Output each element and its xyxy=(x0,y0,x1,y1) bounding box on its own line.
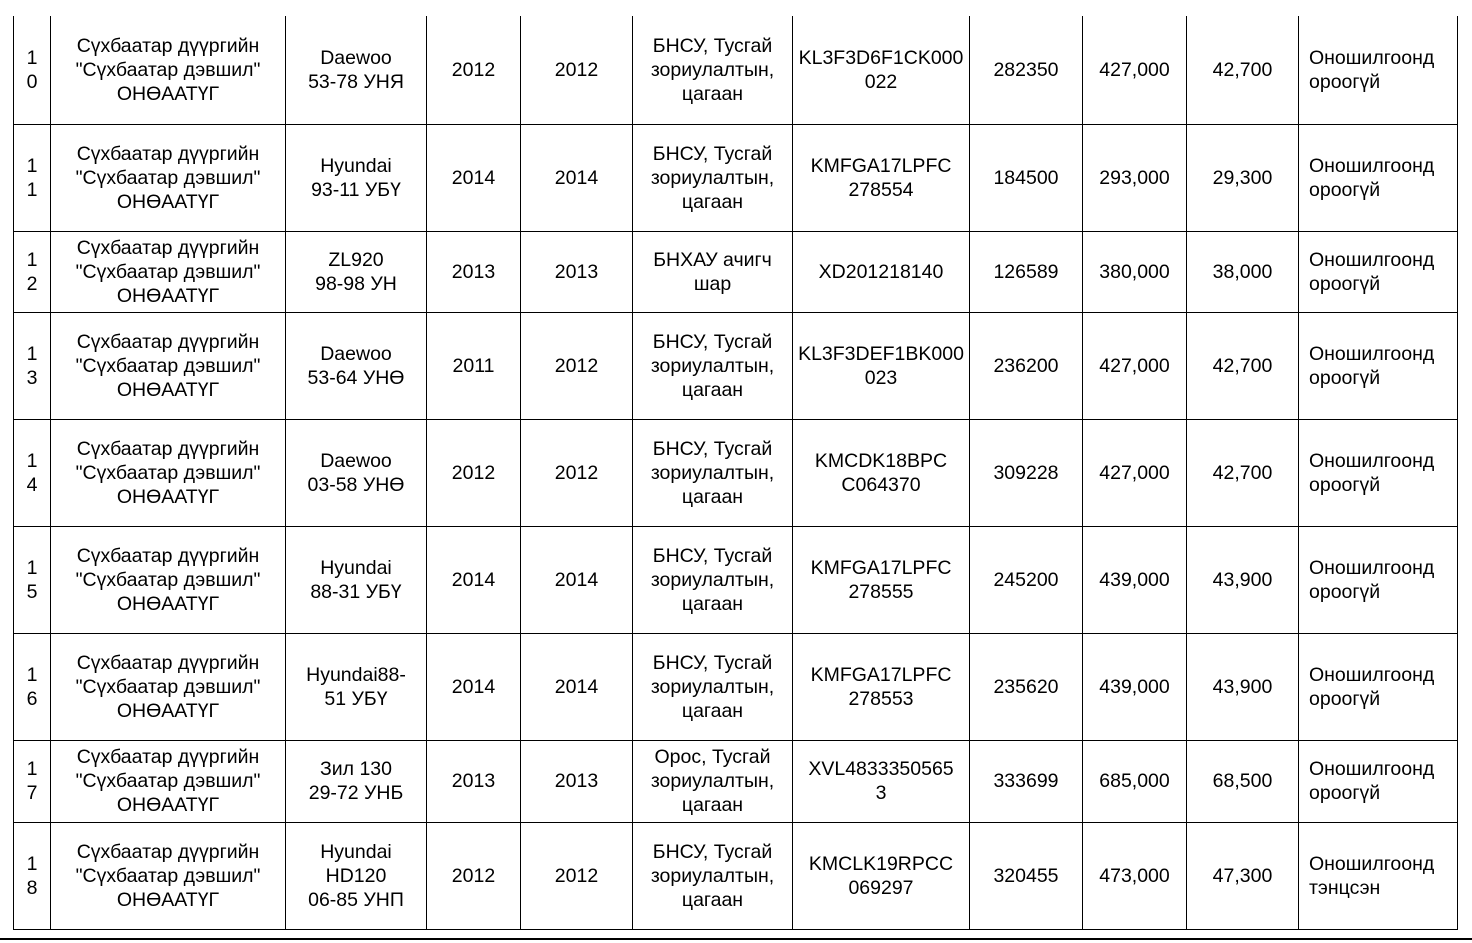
year-imported-cell: 2012 xyxy=(521,312,633,419)
amount-cell: 68,500 xyxy=(1187,740,1299,822)
table-row xyxy=(14,740,1458,822)
vin-cell: KL3F3D6F1CK000022 xyxy=(793,16,970,124)
status-cell: Оношилгоонд ороогүй xyxy=(1299,526,1458,633)
row-number: 12 xyxy=(26,248,38,295)
status-cell: Оношилгоонд ороогүй xyxy=(1299,740,1458,822)
owner-cell: Сүхбаатар дүүргийн "Сүхбаатар дэвшил" ОНӨААТҮГ xyxy=(51,312,286,419)
year-imported-cell: 2013 xyxy=(521,740,633,822)
row-number: 15 xyxy=(26,556,38,603)
year-imported-cell: 2012 xyxy=(521,419,633,526)
amount-cell: 43,900 xyxy=(1187,526,1299,633)
row-number: 10 xyxy=(26,46,38,93)
year-made-cell: 2014 xyxy=(427,633,521,740)
status-cell: Оношилгоонд ороогүй xyxy=(1299,312,1458,419)
mileage-cell: 333699 xyxy=(970,740,1083,822)
origin-description-cell: БНХАУ ачигч шар xyxy=(633,231,793,312)
row-number: 17 xyxy=(26,758,38,804)
origin-description-cell: БНСУ, Тусгай зориулалтын, цагаан xyxy=(633,526,793,633)
origin-description-cell: БНСУ, Тусгай зориулалтын, цагаан xyxy=(633,633,793,740)
table-row xyxy=(14,822,1458,929)
year-made-cell: 2012 xyxy=(427,419,521,526)
origin-description-cell: Орос, Тусгай зориулалтын, цагаан xyxy=(633,740,793,822)
row-number-cell xyxy=(14,633,51,740)
origin-description-cell: БНСУ, Тусгай зориулалтын, цагаан xyxy=(633,419,793,526)
status-cell: Оношилгоонд ороогүй xyxy=(1299,124,1458,231)
value-cell: 439,000 xyxy=(1083,633,1187,740)
mileage-cell: 309228 xyxy=(970,419,1083,526)
value-cell: 380,000 xyxy=(1083,231,1187,312)
owner-cell: Сүхбаатар дүүргийн "Сүхбаатар дэвшил" ОНӨААТҮГ xyxy=(51,419,286,526)
mileage-cell: 235620 xyxy=(970,633,1083,740)
document-page xyxy=(13,16,1457,930)
vehicle-cell: Hyundai88- 51 УБҮ xyxy=(286,633,427,740)
mileage-cell: 282350 xyxy=(970,16,1083,124)
value-cell: 685,000 xyxy=(1083,740,1187,822)
vin-cell: KMCDK18BPC C064370 xyxy=(793,419,970,526)
vehicle-cell: Hyundai 93-11 УБҮ xyxy=(286,124,427,231)
status-cell: Оношилгоонд ороогүй xyxy=(1299,633,1458,740)
page-bottom-rule xyxy=(0,938,1472,940)
vehicle-cell: Зил 130 29-72 УНБ xyxy=(286,740,427,822)
amount-cell: 29,300 xyxy=(1187,124,1299,231)
row-number: 11 xyxy=(26,154,38,201)
vehicle-cell: Daewoo 53-78 УНЯ xyxy=(286,16,427,124)
status-cell: Оношилгоонд ороогүй xyxy=(1299,16,1458,124)
row-number: 13 xyxy=(26,342,38,389)
year-imported-cell: 2014 xyxy=(521,633,633,740)
row-number: 14 xyxy=(26,449,38,496)
amount-cell: 47,300 xyxy=(1187,822,1299,929)
owner-cell: Сүхбаатар дүүргийн "Сүхбаатар дэвшил" ОНӨААТҮГ xyxy=(51,16,286,124)
year-imported-cell: 2013 xyxy=(521,231,633,312)
row-number-cell xyxy=(14,231,51,312)
row-number: 18 xyxy=(26,852,38,899)
vehicle-cell: Hyundai 88-31 УБҮ xyxy=(286,526,427,633)
vin-cell: XVL4833350565 3 xyxy=(793,740,970,822)
table-row xyxy=(14,419,1458,526)
year-imported-cell: 2014 xyxy=(521,124,633,231)
vin-cell: KL3F3DEF1BK000023 xyxy=(793,312,970,419)
status-cell: Оношилгоонд тэнцсэн xyxy=(1299,822,1458,929)
amount-cell: 42,700 xyxy=(1187,16,1299,124)
mileage-cell: 236200 xyxy=(970,312,1083,419)
vin-cell: KMFGA17LPFC 278554 xyxy=(793,124,970,231)
vin-cell: XD201218140 xyxy=(793,231,970,312)
year-imported-cell: 2014 xyxy=(521,526,633,633)
vehicle-cell: Daewoo 03-58 УНӨ xyxy=(286,419,427,526)
table-body xyxy=(14,16,1458,929)
table-row xyxy=(14,633,1458,740)
year-made-cell: 2014 xyxy=(427,526,521,633)
origin-description-cell: БНСУ, Тусгай зориулалтын, цагаан xyxy=(633,16,793,124)
value-cell: 439,000 xyxy=(1083,526,1187,633)
mileage-cell: 184500 xyxy=(970,124,1083,231)
table-row xyxy=(14,124,1458,231)
year-imported-cell: 2012 xyxy=(521,822,633,929)
value-cell: 427,000 xyxy=(1083,312,1187,419)
status-cell: Оношилгоонд ороогүй xyxy=(1299,231,1458,312)
vin-cell: KMFGA17LPFC 278555 xyxy=(793,526,970,633)
owner-cell: Сүхбаатар дүүргийн "Сүхбаатар дэвшил" ОНӨААТҮГ xyxy=(51,740,286,822)
table-row xyxy=(14,231,1458,312)
year-made-cell: 2012 xyxy=(427,16,521,124)
owner-cell: Сүхбаатар дүүргийн "Сүхбаатар дэвшил" ОНӨААТҮГ xyxy=(51,231,286,312)
row-number: 16 xyxy=(26,663,38,710)
row-number-cell xyxy=(14,312,51,419)
origin-description-cell: БНСУ, Тусгай зориулалтын, цагаан xyxy=(633,312,793,419)
row-number-cell xyxy=(14,526,51,633)
table-row xyxy=(14,312,1458,419)
origin-description-cell: БНСУ, Тусгай зориулалтын, цагаан xyxy=(633,124,793,231)
year-imported-cell: 2012 xyxy=(521,16,633,124)
owner-cell: Сүхбаатар дүүргийн "Сүхбаатар дэвшил" ОНӨААТҮГ xyxy=(51,822,286,929)
row-number-cell xyxy=(14,822,51,929)
vehicle-cell: ZL920 98-98 УН xyxy=(286,231,427,312)
year-made-cell: 2013 xyxy=(427,231,521,312)
vehicle-cell: Hyundai HD120 06-85 УНП xyxy=(286,822,427,929)
value-cell: 427,000 xyxy=(1083,16,1187,124)
row-number-cell xyxy=(14,124,51,231)
row-number-cell xyxy=(14,419,51,526)
table-row xyxy=(14,16,1458,124)
amount-cell: 42,700 xyxy=(1187,312,1299,419)
year-made-cell: 2011 xyxy=(427,312,521,419)
status-cell: Оношилгоонд ороогүй xyxy=(1299,419,1458,526)
owner-cell: Сүхбаатар дүүргийн "Сүхбаатар дэвшил" ОНӨААТҮГ xyxy=(51,633,286,740)
value-cell: 293,000 xyxy=(1083,124,1187,231)
owner-cell: Сүхбаатар дүүргийн "Сүхбаатар дэвшил" ОНӨААТҮГ xyxy=(51,124,286,231)
vin-cell: KMFGA17LPFC 278553 xyxy=(793,633,970,740)
owner-cell: Сүхбаатар дүүргийн "Сүхбаатар дэвшил" ОНӨААТҮГ xyxy=(51,526,286,633)
row-number-cell xyxy=(14,740,51,822)
vehicle-register-table xyxy=(13,16,1458,930)
vehicle-cell: Daewoo 53-64 УНӨ xyxy=(286,312,427,419)
year-made-cell: 2013 xyxy=(427,740,521,822)
mileage-cell: 245200 xyxy=(970,526,1083,633)
mileage-cell: 320455 xyxy=(970,822,1083,929)
amount-cell: 43,900 xyxy=(1187,633,1299,740)
amount-cell: 38,000 xyxy=(1187,231,1299,312)
value-cell: 473,000 xyxy=(1083,822,1187,929)
value-cell: 427,000 xyxy=(1083,419,1187,526)
row-number-cell xyxy=(14,16,51,124)
amount-cell: 42,700 xyxy=(1187,419,1299,526)
vin-cell: KMCLK19RPCC 069297 xyxy=(793,822,970,929)
mileage-cell: 126589 xyxy=(970,231,1083,312)
origin-description-cell: БНСУ, Тусгай зориулалтын, цагаан xyxy=(633,822,793,929)
table-row xyxy=(14,526,1458,633)
year-made-cell: 2014 xyxy=(427,124,521,231)
year-made-cell: 2012 xyxy=(427,822,521,929)
